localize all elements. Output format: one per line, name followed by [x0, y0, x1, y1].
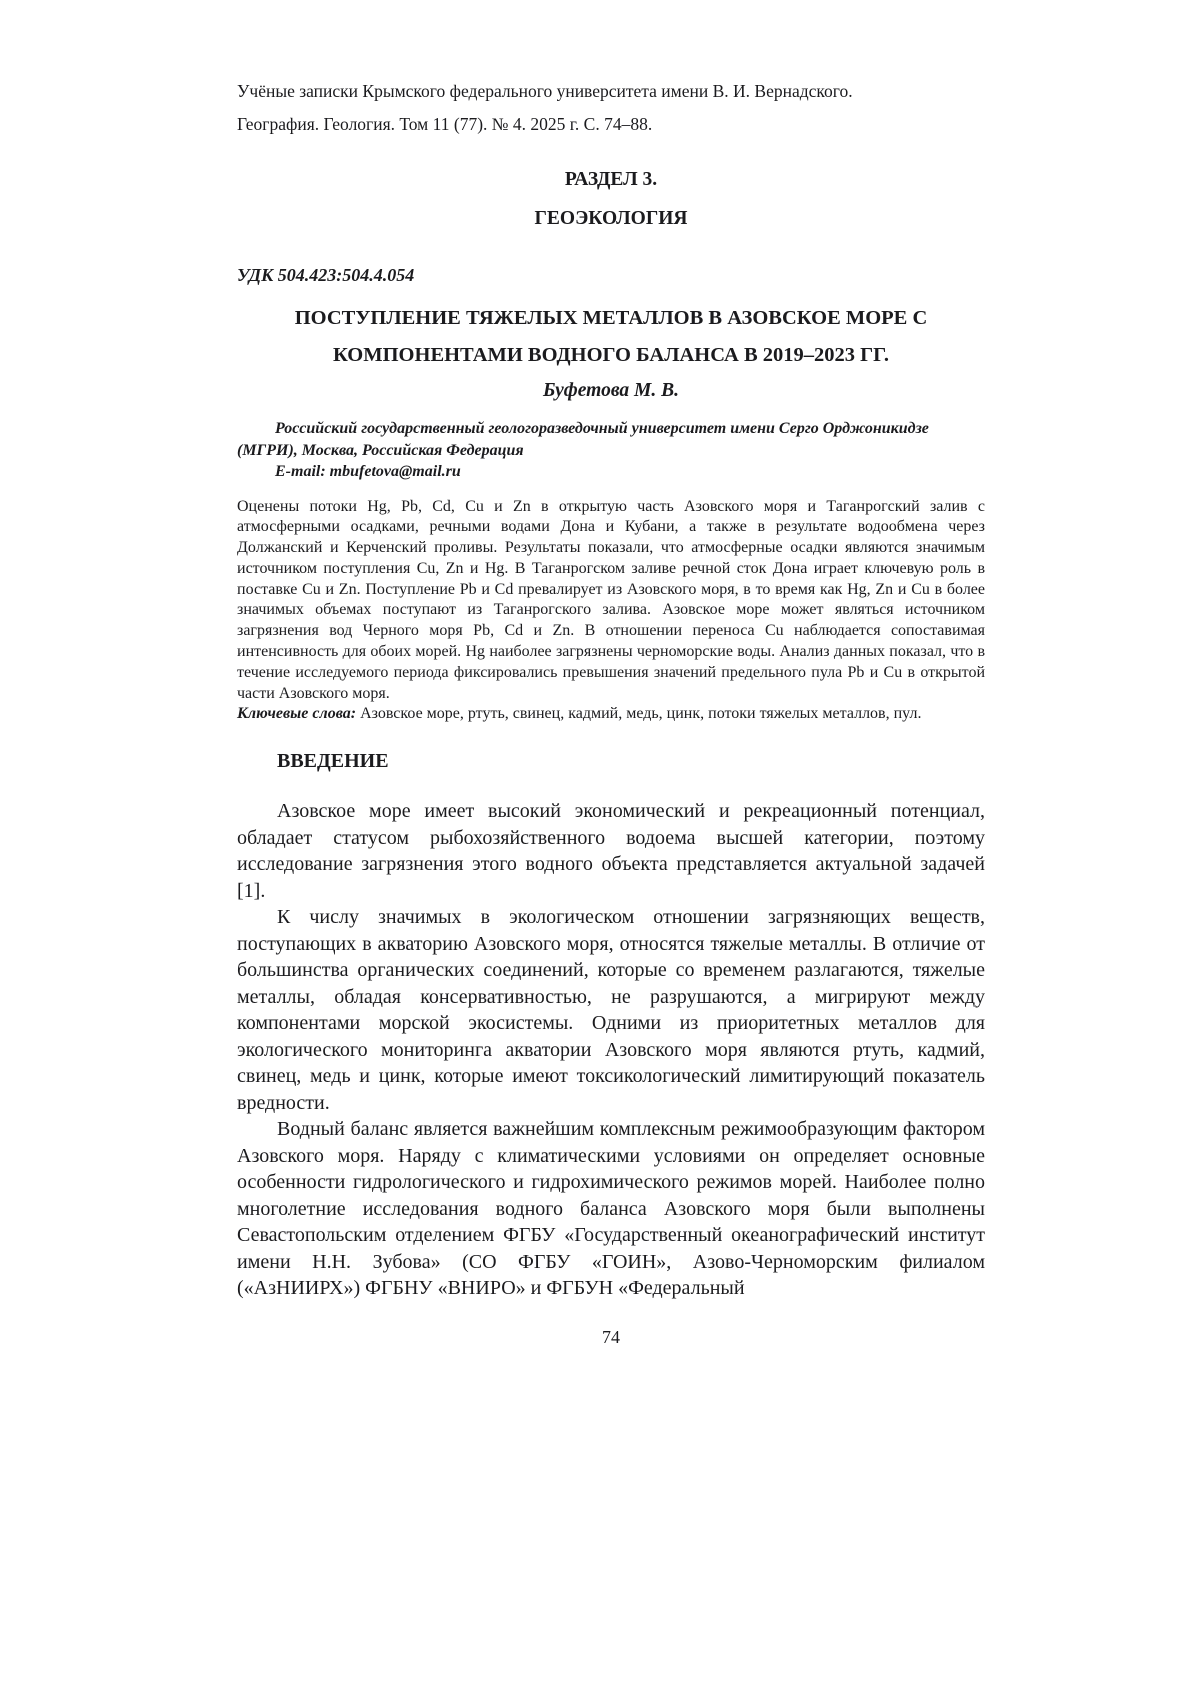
- section-heading: [237, 168, 985, 231]
- author-name: Буфетова М. В.: [543, 380, 679, 401]
- journal-header-line1: Учёные записки Крымского федерального университета имени В. И. Вернадского.: [237, 81, 853, 101]
- page-number: 74: [602, 1326, 620, 1347]
- text-block: [237, 0, 985, 1349]
- paper-title: [237, 300, 985, 374]
- introduction-heading: ВВЕДЕНИЕ: [277, 750, 389, 773]
- keywords-text: Азовское море, ртуть, свинец, кадмий, медь, цинк, потоки тяжелых металлов, пул.: [356, 705, 922, 723]
- paper-title-line1: ПОСТУПЛЕНИЕ ТЯЖЕЛЫХ МЕТАЛЛОВ В АЗОВСКОЕ МОРЕ С: [294, 307, 928, 329]
- introduction-body: [237, 798, 985, 1302]
- journal-header: [237, 0, 985, 135]
- affiliation: Российский государственный геологоразведочный университет имени Серго Орджоникидзе (МГРИ), Москва, Российская Федерация: [237, 420, 929, 459]
- section-name: ГЕОЭКОЛОГИЯ: [534, 208, 688, 229]
- journal-header-line2: География. Геология. Том 11 (77). № 4. 2025 г. С. 74–88.: [237, 114, 653, 134]
- keywords-label: Ключевые слова:: [237, 705, 357, 723]
- intro-paragraph-3: Водный баланс является важнейшим комплексным режимообразующим фактором Азовского моря. Наряду с климатическими условиями он определяет основные особенности гидрологического и гидрохимического режимов морей. Наиболее полно многолетние исследования водного баланса Азовского моря были выполнены Севастопольским отделением ФГБУ «Государственный океанографический институт имени Н.Н. Зубова» (СО ФГБУ «ГОИН», Азово-Черноморским филиалом («АзНИИРХ») ФГБНУ «ВНИРО» и ФГБУН «Федеральный: [237, 1118, 985, 1300]
- intro-paragraph-1: Азовское море имеет высокий экономический и рекреационный потенциал, обладает статусом рыбохозяйственного водоема высшей категории, поэтому исследование загрязнения этого водного объекта представляется актуальной задачей [1].: [237, 800, 985, 902]
- section-number: РАЗДЕЛ 3.: [564, 169, 658, 190]
- email-line: E-mail: mbufetova@mail.ru: [275, 463, 461, 480]
- paper-title-line2: КОМПОНЕНТАМИ ВОДНОГО БАЛАНСА В 2019–2023 ГГ.: [332, 344, 890, 366]
- intro-paragraph-2: К числу значимых в экологическом отношении загрязняющих веществ, поступающих в акваторию Азовского моря, относятся тяжелые металлы. В отличие от большинства органических соединений, которые со временем разлагаются, тяжелые металлы, обладая консервативностью, не разрушаются, а мигрируют между компонентами морской экосистемы. Одними из приоритетных металлов для экологического мониторинга акватории Азовского моря являются ртуть, кадмий, свинец, медь и цинк, которые имеют токсикологический лимитирующий показатель вредности.: [237, 906, 985, 1114]
- udk-code: УДК 504.423:504.4.054: [237, 265, 415, 285]
- abstract: Оценены потоки Hg, Pb, Cd, Cu и Zn в открытую часть Азовского моря и Таганрогский залив с атмосферными осадками, речными водами Дона и Кубани, а также в результате водообмена через Должанский и Керченский проливы. Результаты показали, что атмосферные осадки являются значимым источником поступления Cu, Zn и Hg. В Таганрогском заливе речной сток Дона играет ключевую роль в поставке Cu и Zn. Поступление Pb и Cd превалирует из Азовского моря, в то время как Hg, Zn и Cu в более значимых объемах поступают из Таганрогского залива. Азовское море может являться источником загрязнения вод Черного моря Pb, Cd и Zn. В отношении переноса Cu наблюдается сопоставимая интенсивность для обоих морей. Hg наиболее загрязнены черноморские воды. Анализ данных показал, что в течение исследуемого периода фиксировались превышения значений предельного пула Pb и Cu в открытой части Азовского моря.: [237, 497, 985, 702]
- keywords: [237, 704, 985, 725]
